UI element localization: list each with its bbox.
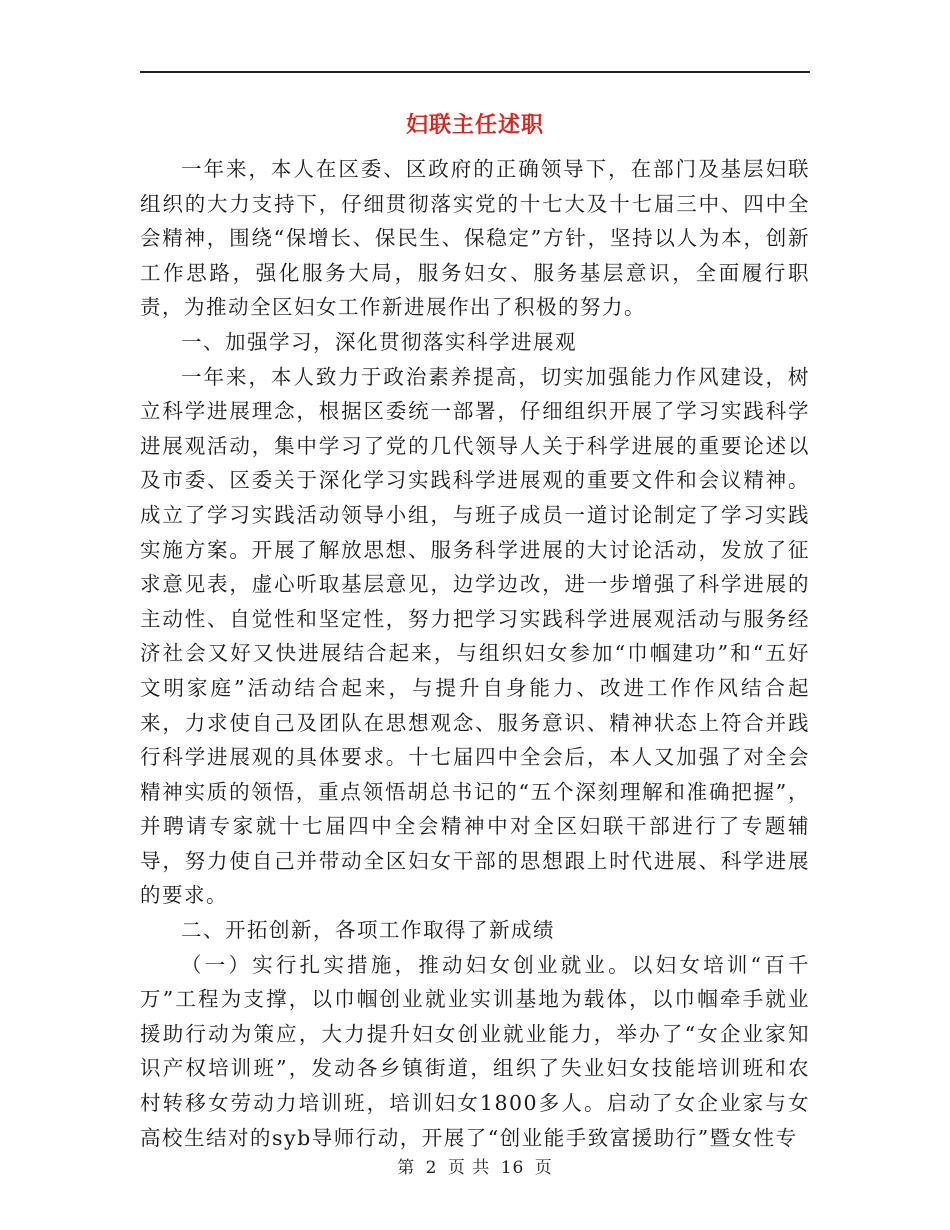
paragraph-study: 一年来，本人致力于政治素养提高，切实加强能力作风建设，树立科学进展理念，根据区委统一部署，仔细组织开展了学习实践科学进展观活动，集中学习了党的几代领导人关于科学进展的重要论述以及市委、区委关于深化学习实践科学进展观的重要文件和会议精神。成立了学习实践活动领导小组，与班子成员一道讨论制定了学习实践实施方案。开展了解放思想、服务科学进展的大讨论活动，发放了征求意见表，虚心听取基层意见，边学边改，进一步增强了科学进展的主动性、自觉性和坚定性，努力把学习实践科学进展观活动与服务经济社会又好又快进展结合起来，与组织妇女参加“巾帼建功”和“五好文明家庭”活动结合起来，与提升自身能力、改进工作作风结合起来，力求使自己及团队在思想观念、服务意识、精神状态上符合并践行科学进展观的具体要求。十七届四中全会后，本人又加强了对全会精神实质的领悟，重点领悟胡总书记的“五个深刻理解和准确把握”，并聘请专家就十七届四中全会精神中对全区妇联干部进行了专题辅导，努力使自己并带动全区妇女干部的思想跟上时代进展、科学进展的要求。: [140, 364, 810, 908]
footer-total-pages: 16: [500, 1158, 525, 1178]
footer-suffix: 页: [534, 1158, 553, 1178]
footer-prefix: 第: [397, 1158, 416, 1178]
section-heading-1: 一、加强学习，深化贯彻落实科学进展观: [181, 329, 577, 354]
section-heading-2: 二、开拓创新，各项工作取得了新成绩: [181, 918, 555, 943]
paragraph-intro: 一年来，本人在区委、区政府的正确领导下，在部门及基层妇联组织的大力支持下，仔细贯彻落实党的十七大及十七届三中、四中全会精神，围绕“保增长、保民生、保稳定”方针，坚持以人为本，创新工作思路，强化服务大局，服务妇女、服务基层意识，全面履行职责，为推动全区妇女工作新进展作出了积极的努力。: [140, 157, 810, 320]
document-body: [140, 152, 810, 1155]
paragraph-employment: （一）实行扎实措施，推动妇女创业就业。以妇女培训“百千万”工程为支撑，以巾帼创业就业实训基地为载体，以巾帼牵手就业援助行动为策应，大力提升妇女创业就业能力，举办了“女企业家知识产权培训班”，发动各乡镇街道，组织了失业妇女技能培训班和农村转移女劳动力培训班，培训妇女1800多人。启动了女企业家与女高校生结对的syb导师行动，开展了“创业能手致富援助行”暨女性专: [140, 952, 810, 1150]
footer-page-number: 2: [425, 1158, 438, 1178]
header-rule: [140, 71, 810, 73]
document-title: 妇联主任述职: [405, 113, 544, 138]
footer-middle: 页 共: [447, 1158, 491, 1178]
page-footer: [0, 1153, 950, 1178]
